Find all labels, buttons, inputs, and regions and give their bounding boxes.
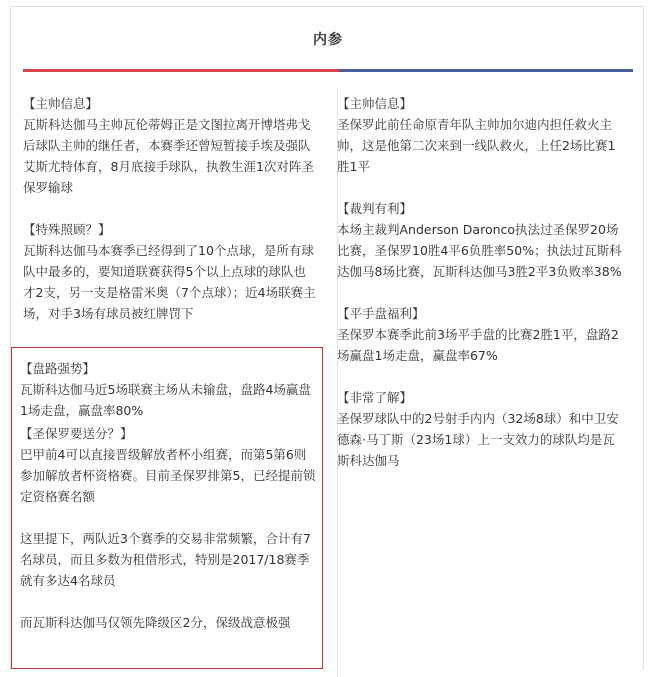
left-section-coach [23,93,317,198]
section-heading: 【主帅信息】 [337,96,413,111]
section-heading: 【盘路强势】 [20,361,96,376]
right-section-level-handicap [337,303,627,366]
left-column [23,93,317,324]
highlight-section-handicap [20,358,316,421]
right-accent-bar [339,69,633,72]
section-text: 瓦斯科达伽马本赛季已经得到了10个点球，是所有球队中最多的，要知道联赛获得5个以上点球的球队也才2支，另一支是格雷米奥（7个点球）；近4场联赛主场，对手3场有球员被红牌罚下 [23,243,316,321]
section-text: 圣保罗球队中的2号射手内内（32场8球）和中卫安德森·马丁斯（23场1球）上一支效力的球队均是瓦斯科达伽马 [337,411,619,468]
section-text: 这里提下，两队近3个赛季的交易非常频繁，合计有7名球员，而且多数为租借形式，特别是2017/18赛季就有多达4名球员 [20,531,311,588]
section-text: 瓦斯科达伽马主帅瓦伦蒂姆正是文图拉离开博塔弗戈后球队主帅的继任者，本赛季还曾短暂接手埃及强队艾斯尤特体育，8月底接手球队，执教生涯1次对阵圣保罗输球 [23,117,314,195]
section-heading: 【主帅信息】 [23,96,99,111]
section-text: 本场主裁判Anderson Daronco执法过圣保罗20场比赛，圣保罗10胜4平6负胜率50%；执法过瓦斯科达伽马8场比赛，瓦斯科达伽马3胜2平3负败率38% [337,222,622,279]
page-title: 内参 [313,32,343,48]
left-accent-bar [23,69,339,72]
section-text: 圣保罗此前任命原青年队主帅加尔迪内担任救火主帅，这是他第二次来到一线队救火，上任2场比赛1胜1平 [337,117,616,174]
section-heading: 【圣保罗要送分？】 [20,426,133,441]
section-heading: 【非常了解】 [337,390,413,405]
right-section-coach [337,93,627,177]
right-section-referee [337,198,627,282]
section-heading: 【特殊照顾？】 [23,222,111,237]
section-text: 巴甲前4可以直接晋级解放者杯小组赛，而第5第6则参加解放者杯资格赛。目前圣保罗排第5，已经提前锁定资格赛名额 [20,447,316,504]
right-column [337,93,627,471]
left-section-penalty [23,219,317,324]
section-text: 瓦斯科达伽马近5场联赛主场从未输盘，盘路4场赢盘1场走盘，赢盘率80% [20,382,311,418]
section-heading: 【裁判有利】 [337,201,413,216]
highlight-box [11,347,323,669]
highlight-section-saopaulo [20,423,316,633]
right-section-familiarity [337,387,627,471]
section-text: 而瓦斯科达伽马仅领先降级区2分，保级战意极强 [20,615,291,630]
section-text: 圣保罗本赛季此前3场平手盘的比赛2胜1平，盘路2场赢盘1场走盘，赢盘率67% [337,327,619,363]
section-heading: 【平手盘福利】 [337,306,425,321]
content-card [10,6,644,670]
